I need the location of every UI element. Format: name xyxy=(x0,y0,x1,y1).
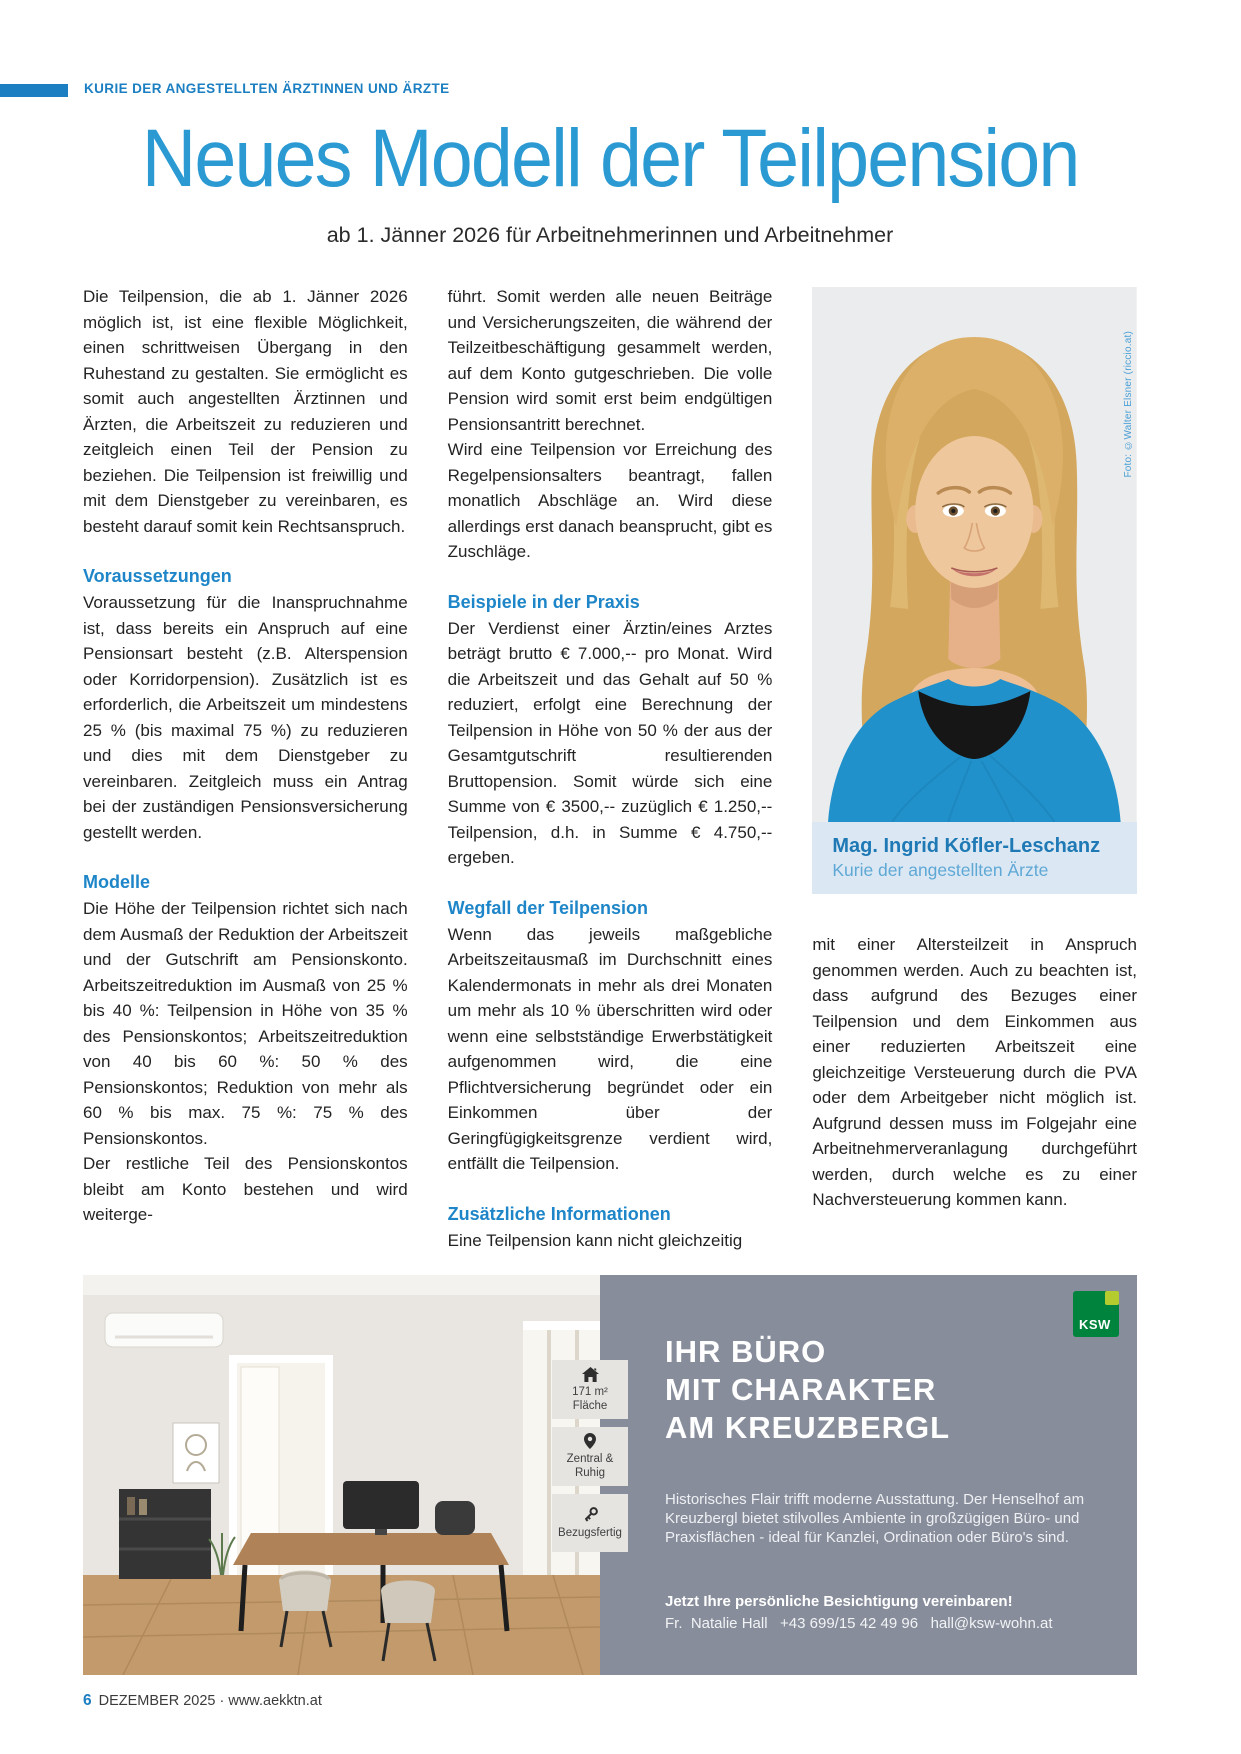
paragraph: Voraussetzung für die Inanspruchnahme ist, dass bereits ein Anspruch auf eine Pensionsart besteht (z.B. Alterspension oder Korridorpension). Zusätzlich ist es erforderlich, die Arbeitszeit um mindestens 25 % (bis maximal 75 %) zu reduzieren und dies mit dem Dienstgeber zu vereinbaren. Zeitgleich muss ein Antrag bei der zuständigen Pensionsversicherung gestellt werden. xyxy=(83,593,408,842)
office-illustration xyxy=(83,1275,600,1675)
ad-badge-list xyxy=(552,1360,628,1552)
photo-caption xyxy=(812,822,1137,894)
paragraph: Eine Teilpension kann nicht gleichzeitig xyxy=(447,1230,743,1250)
ad-headline-line: AM KREUZBERGL xyxy=(665,1410,951,1445)
ad-contact: Fr. Natalie Hall +43 699/15 42 49 96 hall@ksw-wohn.at xyxy=(665,1615,1053,1632)
badge-line: Bezugsfertig xyxy=(558,1526,622,1539)
caption-role: Kurie der angestellten Ärzte xyxy=(832,860,1049,880)
paragraph: Wenn das jeweils maßgebliche Arbeitszeitausmaß im Durchschnitt eines Kalendermonats in mehr als drei Monaten um mehr als 10 % überschritten wird oder wenn eine selbstständige Erwerbstätigkeit aufgenommen wird, die eine Pflichtversicherung begründet oder ein Einkommen über der Geringfügigkeitsgrenze verdient wird, entfällt die Teilpension. xyxy=(447,924,773,1173)
caption-name: Mag. Ingrid Köfler-Leschanz xyxy=(832,835,1101,857)
paragraph: Die Teilpension, die ab 1. Jänner 2026 möglich ist, ist eine flexible Möglichkeit, einen schrittweisen Übergang in den Ruhestand zu gestalten. Sie ermöglicht es somit auch angestellten Ärztinnen und Ärzten, die Arbeitszeit zu reduzieren und zeitgleich einen Teil der Pension zu beziehen. Die Teilpension ist freiwillig und mit dem Dienstgeber zu vereinbaren, es besteht darauf somit kein Rechtsanspruch. xyxy=(83,287,408,536)
office-photo xyxy=(83,1275,600,1675)
badge-readiness xyxy=(552,1494,628,1552)
paragraph: führt. Somit werden alle neuen Beiträge und Versicherungszeiten, die während der Teilzeitbeschäftigung gesammelt werden, auf dem Konto gutgeschrieben. Die volle Pension wird somit erst beim endgültigen Pensionsantritt berechnet. xyxy=(447,287,773,434)
badge-line: Ruhig xyxy=(574,1467,606,1479)
section-heading: Zusätzliche Informationen xyxy=(447,1203,671,1224)
paragraph: Der Verdienst einer Ärztin/eines Arztes beträgt brutto € 7.000,-- pro Monat. Wird die Arbeitszeit und das Gehalt auf 50 % reduziert, erfolgt eine Berechnung der Teilpension in Höhe von 50 % der aus der Gesamtgutschrift resultierenden Bruttopension. Somit würde sich eine Summe von € 3500,-- zuzüglich € 1.250,-- Teilpension, d.h. in Summe € 4.750,-- ergeben. xyxy=(447,618,773,867)
article-column-3 xyxy=(812,284,1137,1253)
badge-line: Zentral & xyxy=(566,1453,614,1465)
portrait-illustration xyxy=(812,287,1137,822)
page-number: 6 xyxy=(83,1692,92,1709)
title-wrap xyxy=(83,113,1137,204)
location-pin-icon xyxy=(584,1433,596,1449)
badge-area xyxy=(552,1360,628,1419)
page-subtitle: ab 1. Jänner 2026 für Arbeitnehmerinnen und Arbeitnehmer xyxy=(326,223,894,247)
footer-text: DEZEMBER 2025 · www.aekktn.at xyxy=(98,1693,322,1709)
paragraph: Der restliche Teil des Pensionskontos bleibt am Konto bestehen und wird weiterge- xyxy=(83,1154,408,1224)
kicker: KURIE DER ANGESTELLTEN ÄRZTINNEN UND ÄRZTE xyxy=(84,81,450,96)
ksw-logo xyxy=(1073,1291,1119,1337)
page-title: Neues Modell der Teilpension xyxy=(141,113,1079,204)
ad-headline xyxy=(665,1333,950,1447)
section-heading: Modelle xyxy=(83,872,151,892)
ad-body: Historisches Flair trifft moderne Ausstattung. Der Henselhof am Kreuzbergl bietet stilvolles Ambiente in großzügigen Büro- und Praxisflächen - ideal für Kanzlei, Ordination oder Büro's sind. xyxy=(665,1491,1085,1546)
ksw-logo-text: KSW xyxy=(1079,1317,1111,1332)
article-column-2 xyxy=(448,284,773,1253)
ad-headline-line: IHR BÜRO xyxy=(665,1334,827,1369)
article-column-1 xyxy=(83,284,408,1253)
page-footer xyxy=(83,1692,322,1710)
section-heading: Voraussetzungen xyxy=(83,566,232,586)
key-icon xyxy=(582,1507,599,1523)
ksw-logo-accent-square xyxy=(1105,1291,1119,1305)
portrait-photo xyxy=(812,287,1137,822)
badge-line: 171 m² xyxy=(572,1386,608,1398)
advertisement xyxy=(83,1275,1137,1675)
paragraph: mit einer Altersteilzeit in Anspruch genommen werden. Auch zu beachten ist, dass aufgrund des Bezuges einer Teilpension und dem Einkommen aus einer reduzierten Arbeitszeit eine gleichzeitige Versteuerung durch die PVA oder dem Arbeitgeber nicht möglich ist. Aufgrund dessen muss im Folgejahr eine Arbeitnehmerveranlagung durchgeführt werden, durch welche es zu einer Nachversteuerung kommen kann. xyxy=(812,935,1138,1209)
house-icon xyxy=(582,1366,599,1382)
paragraph: Wird eine Teilpension vor Erreichung des Regelpensionsalters beantragt, fallen monatlich Abschläge an. Wird diese allerdings erst danach beansprucht, gibt es Zuschläge. xyxy=(447,440,773,561)
ad-cta: Jetzt Ihre persönliche Besichtigung vereinbaren! xyxy=(665,1593,1013,1610)
badge-line: Fläche xyxy=(572,1400,608,1412)
photo-credit: Foto: ©Walter Elsner (riccio.at) xyxy=(1123,331,1135,478)
kicker-bar xyxy=(0,84,68,97)
section-heading: Wegfall der Teilpension xyxy=(447,897,649,918)
ad-headline-line: MIT CHARAKTER xyxy=(665,1372,937,1407)
section-heading: Beispiele in der Praxis xyxy=(447,591,640,612)
badge-location xyxy=(552,1427,628,1486)
portrait-figure xyxy=(812,287,1137,894)
paragraph: Die Höhe der Teilpension richtet sich nach dem Ausmaß der Reduktion der Arbeitszeit und der Gutschrift am Pensionskonto. Arbeitszeitreduktion im Ausmaß von 25 % bis 40 %: Teilpension in Höhe von 35 % des Pensionskontos; Arbeitszeitreduktion von 40 bis 60 %: 50 % des Pensionskontos; Reduktion von mehr als 60 % bis max. 75 %: 75 % des Pensionskontos. xyxy=(83,899,408,1148)
article-columns xyxy=(83,284,1137,1253)
